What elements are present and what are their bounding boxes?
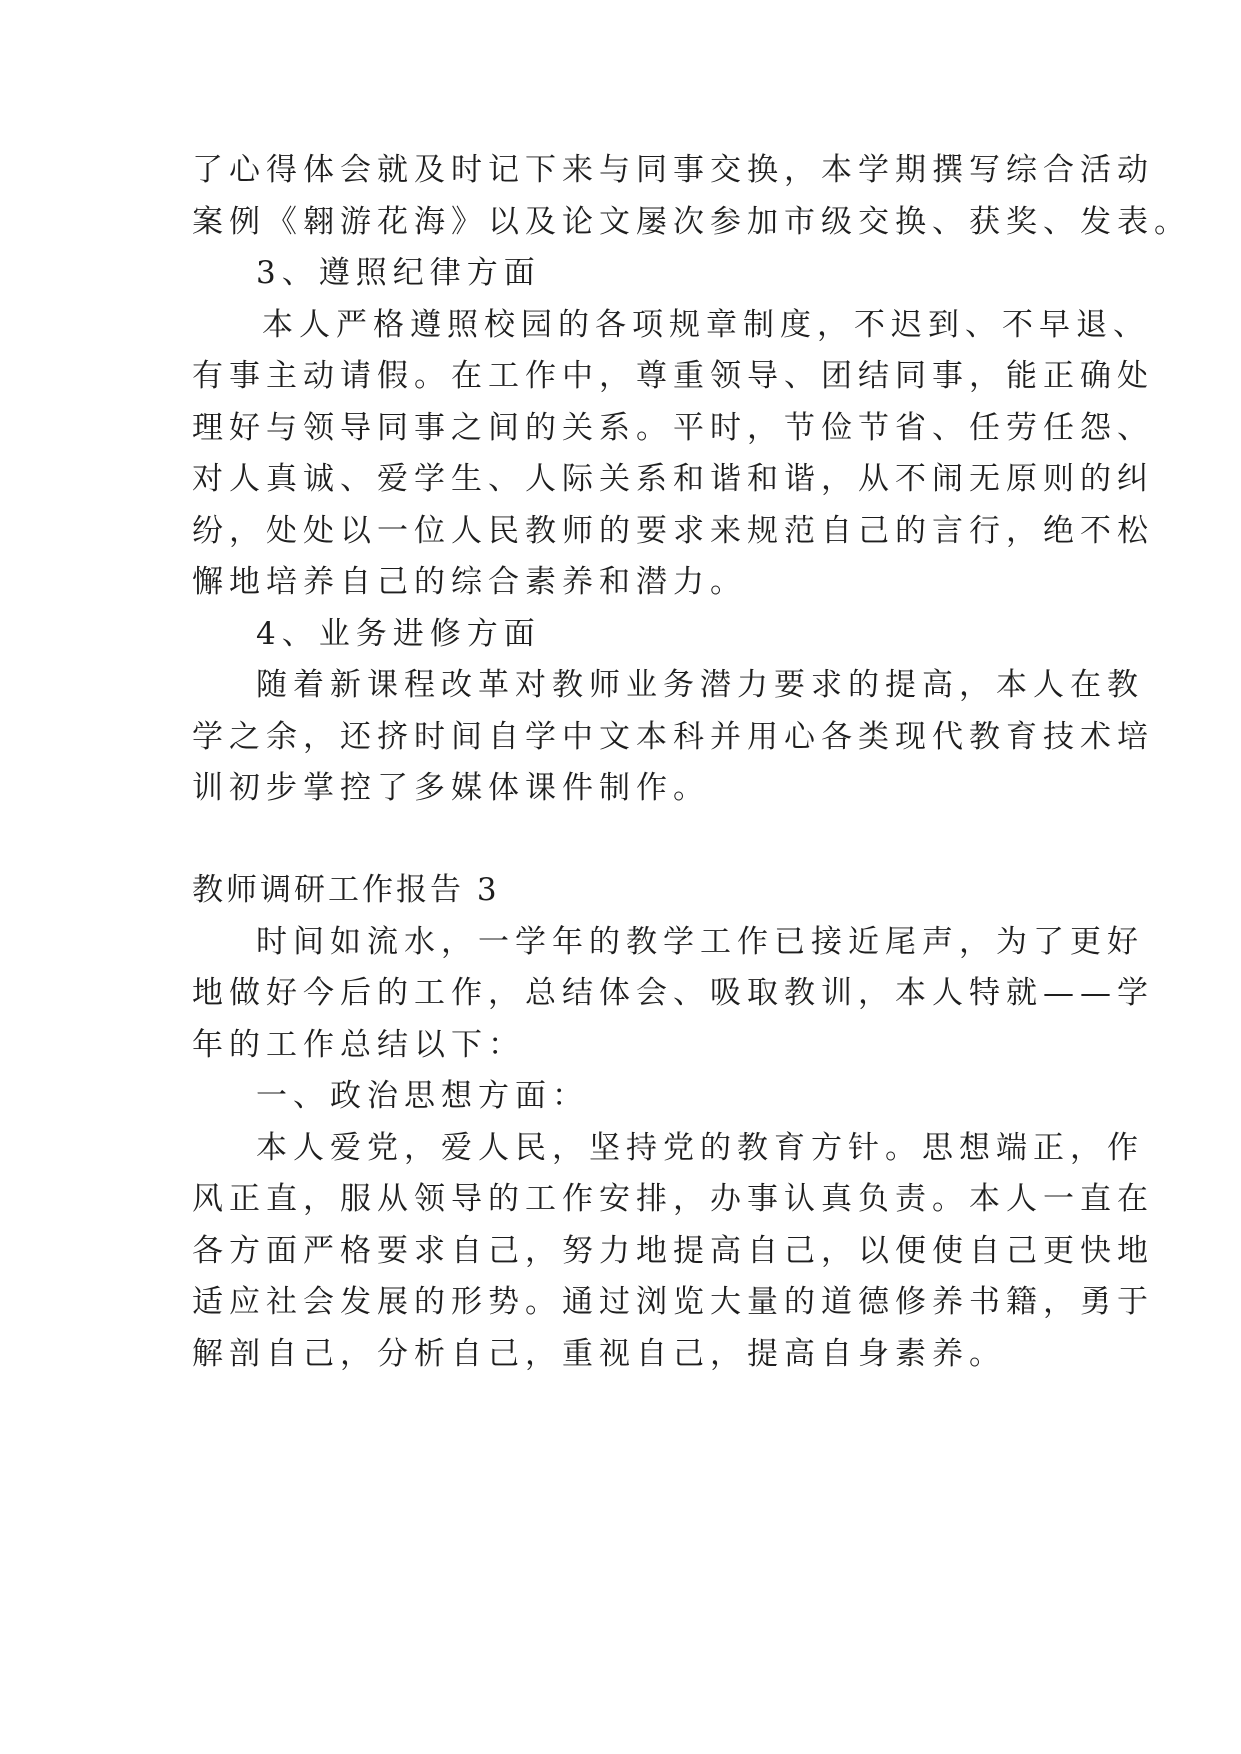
- paragraph-line: 本人严格遵照校园的各项规章制度，不迟到、不早退、: [262, 307, 1150, 343]
- document-title: 教师调研工作报告 3: [192, 872, 500, 908]
- paragraph-line: 有事主动请假。在工作中，尊重领导、团结同事，能正确处: [192, 358, 1154, 394]
- section-heading: 4、业务进修方面: [256, 616, 541, 652]
- paragraph-line: 学之余，还挤时间自学中文本科并用心各类现代教育技术培: [192, 719, 1154, 755]
- paragraph-line: 训初步掌控了多媒体课件制作。: [192, 770, 710, 806]
- paragraph-line: 纷，处处以一位人民教师的要求来规范自己的言行，绝不松: [192, 513, 1154, 549]
- paragraph-line: 了心得体会就及时记下来与同事交换，本学期撰写综合活动: [192, 152, 1154, 188]
- paragraph-line: 风正直，服从领导的工作安排，办事认真负责。本人一直在: [192, 1181, 1154, 1217]
- paragraph-line: 适应社会发展的形势。通过浏览大量的道德修养书籍，勇于: [192, 1284, 1154, 1320]
- paragraph-line: 时间如流水，一学年的教学工作已接近尾声，为了更好: [256, 924, 1144, 960]
- paragraph-line: 对人真诚、爱学生、人际关系和谐和谐，从不闹无原则的纠: [192, 461, 1154, 497]
- paragraph-line: 案例《翱游花海》以及论文屡次参加市级交换、获奖、发表。: [192, 204, 1191, 240]
- paragraph-line: 各方面严格要求自己，努力地提高自己，以便使自己更快地: [192, 1233, 1154, 1269]
- paragraph-line: 本人爱党，爱人民，坚持党的教育方针。思想端正，作: [256, 1130, 1144, 1166]
- section-heading: 一、政治思想方面：: [256, 1078, 589, 1114]
- paragraph-line: 解剖自己，分析自己，重视自己，提高自身素养。: [192, 1336, 1006, 1372]
- paragraph-line: 理好与领导同事之间的关系。平时，节俭节省、任劳任怨、: [192, 410, 1154, 446]
- paragraph-line: 年的工作总结以下：: [192, 1027, 525, 1063]
- paragraph-line: 随着新课程改革对教师业务潜力要求的提高，本人在教: [256, 667, 1144, 703]
- paragraph-line: 懈地培养自己的综合素养和潜力。: [192, 564, 747, 600]
- section-heading: 3、遵照纪律方面: [256, 255, 541, 291]
- paragraph-line: 地做好今后的工作，总结体会、吸取教训，本人特就——学: [192, 975, 1154, 1011]
